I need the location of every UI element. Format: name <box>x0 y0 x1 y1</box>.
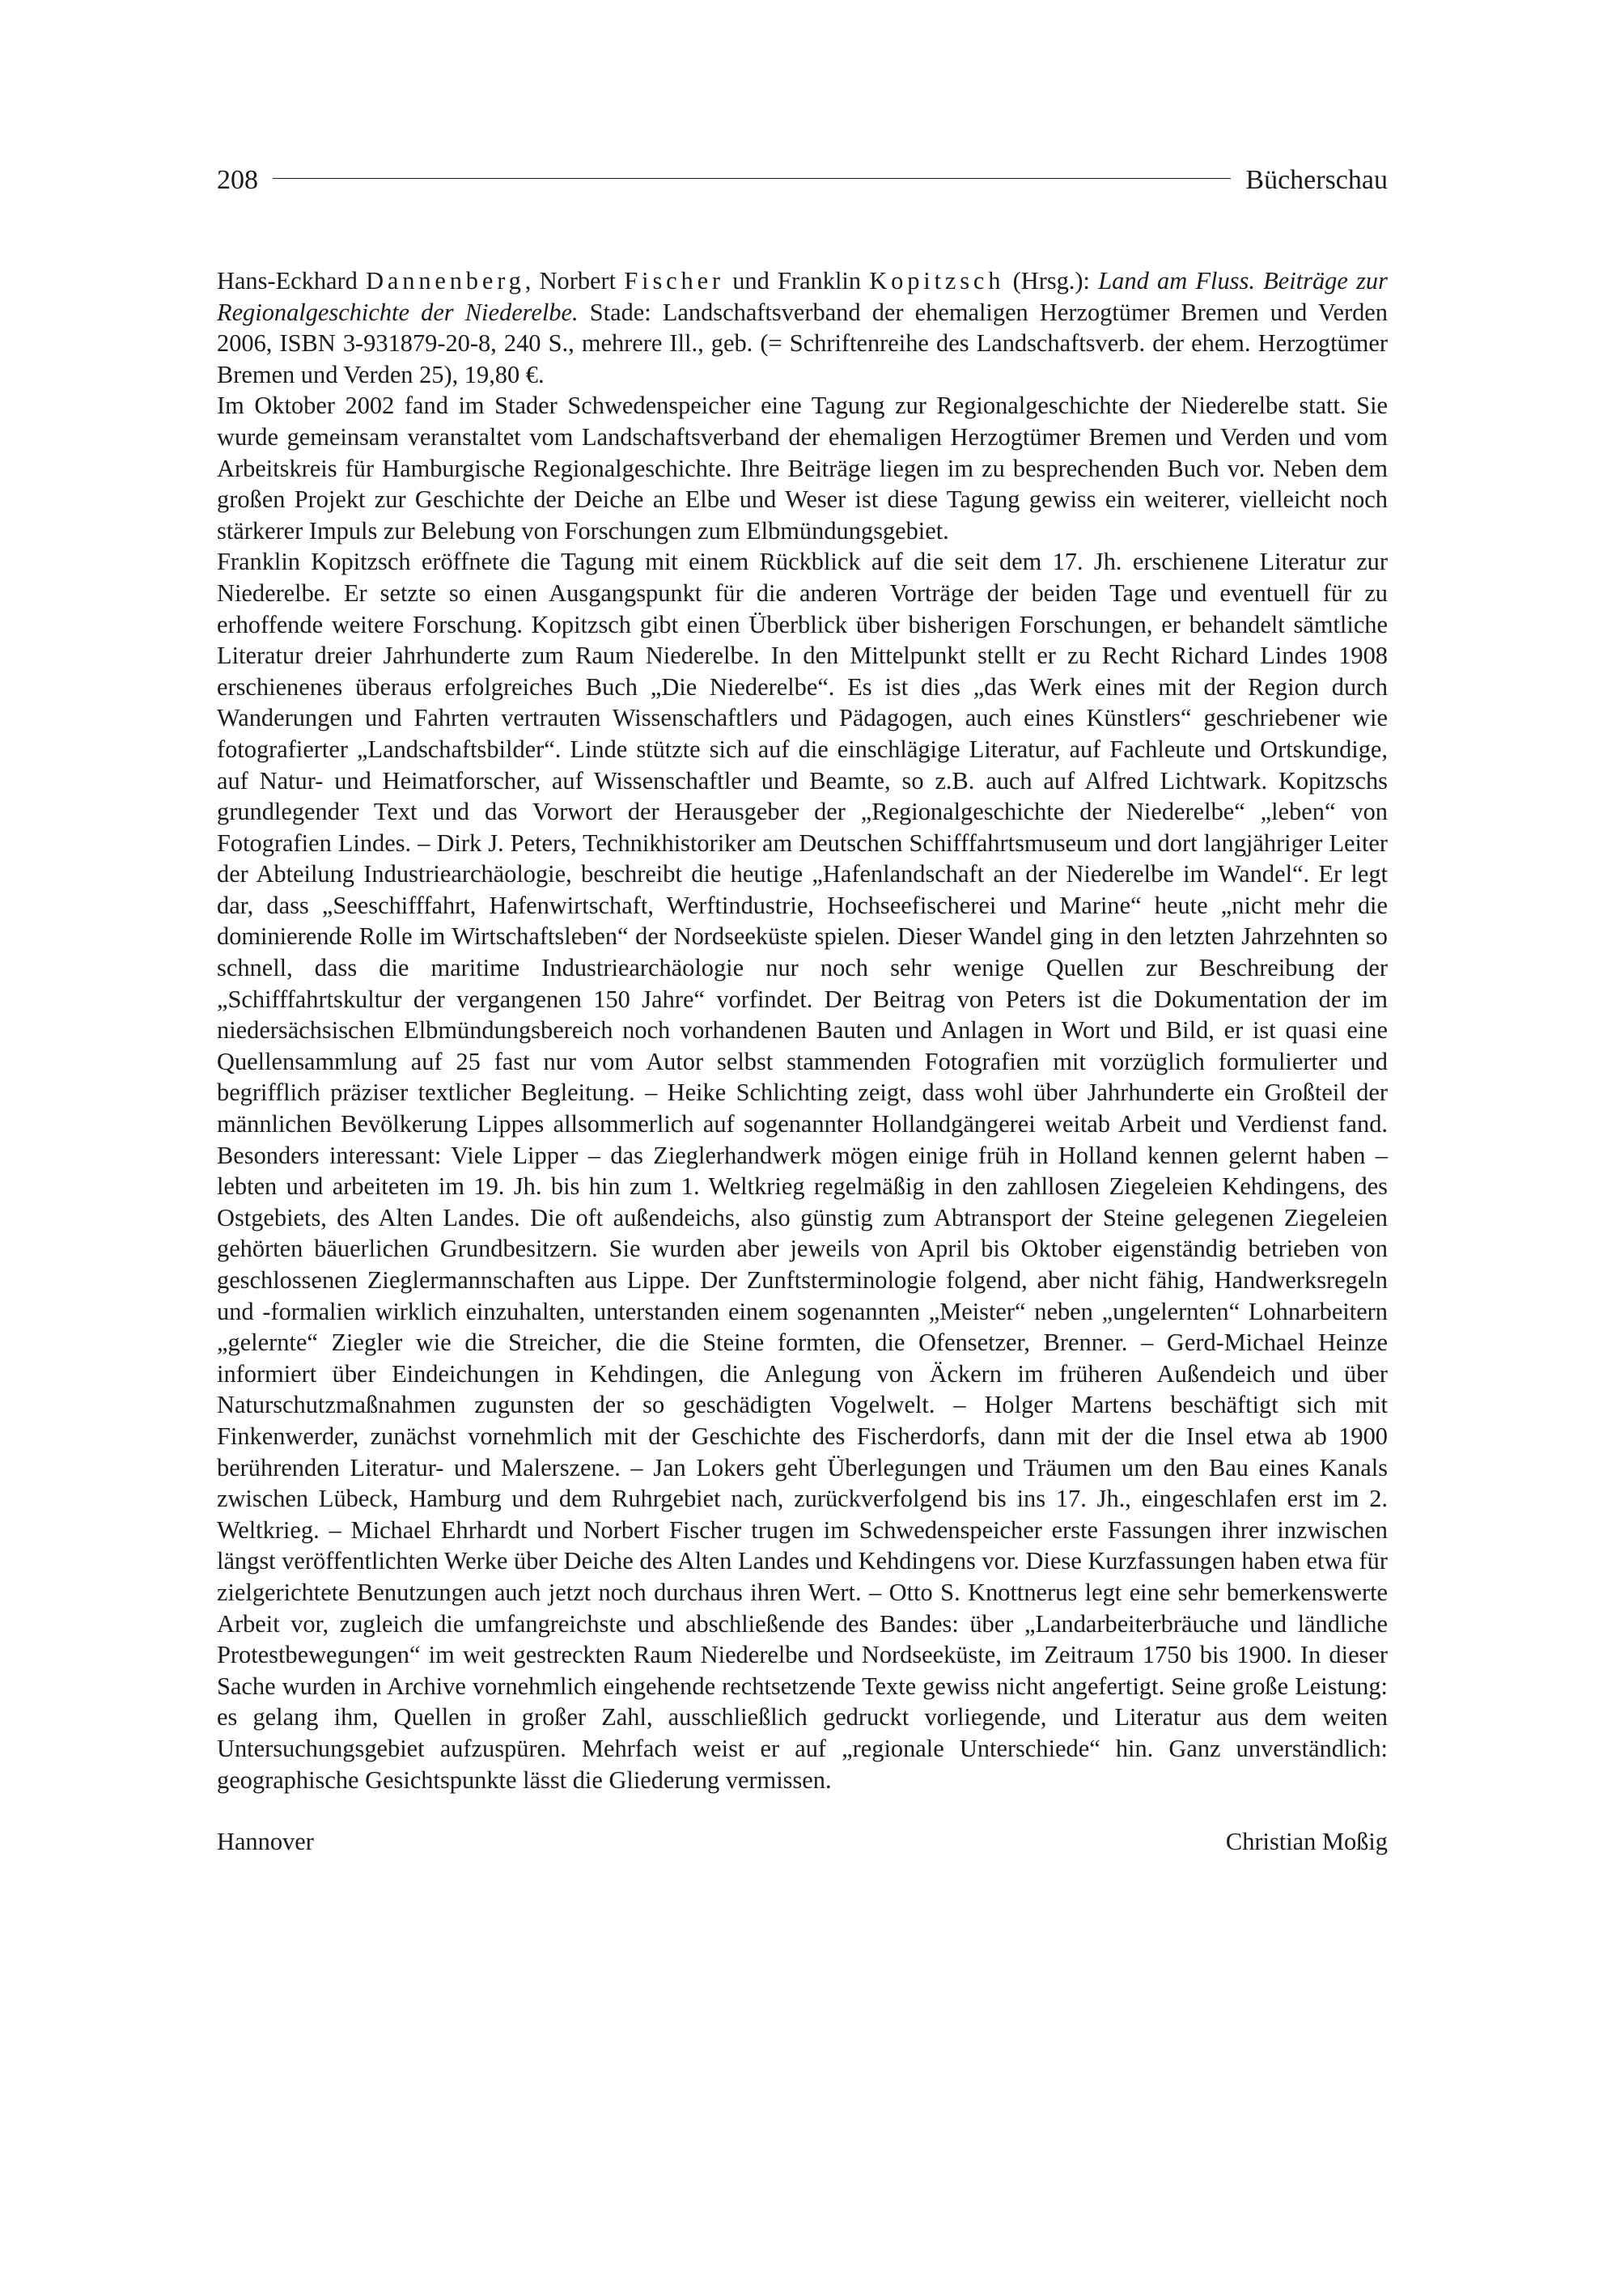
editor2-last: Fischer <box>624 267 724 295</box>
review-paragraph: Franklin Kopitzsch eröffnete die Tagung mit einem Rückblick auf die seit dem 17. Jh. erschienene Literatur zur Niederelbe. Er setzte so einen Ausgangspunkt für die anderen Vorträge der beiden Tage und eventuell für zu erhoffende weitere Forschung. Kopitzsch gibt einen Überblick über bisherigen Forschungen, er behandelt sämtliche Literatur dreier Jahrhunderte zum Raum Niederelbe. In den Mittelpunkt stellt er zu Recht Richard Lindes 1908 erschienenes überaus erfolgreiches Buch „Die Niederelbe“. Es ist dies „das Werk eines mit der Region durch Wanderungen und Fahrten vertrauten Wissenschaftlers und Pädagogen, auch eines Künstlers“ geschriebener wie fotografierter „Landschaftsbilder“. Linde stützte sich auf die einschlägige Literatur, auf Fachleute und Ortskundige, auf Natur- und Heimatforscher, auf Wissenschaftler und Beamte, so z.B. auch auf Alfred Lichtwark. Kopitzschs grundlegender Text und das Vorwort der Herausgeber der „Regionalgeschichte der Niederelbe“ „leben“ von Fotografien Lindes. – Dirk J. Peters, Technikhistoriker am Deutschen Schifffahrtsmuseum und dort langjähriger Leiter der Abteilung Industriearchäologie, beschreibt die heutige „Hafenlandschaft an der Niederelbe im Wandel“. Er legt dar, dass „Seeschifffahrt, Hafenwirtschaft, Werftindustrie, Hochseefischerei und Marine“ heute „nicht mehr die dominierende Rolle im Wirtschaftsleben“ der Nordseeküste spielen. Dieser Wandel ging in den letzten Jahrzehnten so schnell, dass die maritime Industriearchäologie nur noch sehr wenige Quellen zur Beschreibung der „Schifffahrtskultur der vergangenen 150 Jahre“ vorfindet. Der Beitrag von Peters ist die Dokumentation der im niedersächsischen Elbmündungsbereich noch vorhandenen Bauten und Anlagen in Wort und Bild, er ist quasi eine Quellensammlung auf 25 fast nur vom Autor selbst stammenden Fotografien mit vorzüglich formulierter und begrifflich präziser textlicher Begleitung. – Heike Schlichting zeigt, dass wohl über Jahrhunderte ein Großteil der männlichen Bevölkerung Lippes allsommerlich auf sogenannter Hollandgängerei weitab Arbeit und Verdienst fand. Besonders interessant: Viele Lipper – das Zieglerhandwerk mögen einige früh in Holland kennen gelernt haben – lebten und arbeiteten im 19. Jh. bis hin zum 1. Weltkrieg regelmäßig in den zahllosen Ziegeleien Kehdingens, des Ostgebiets, des Alten Landes. Die oft außendeichs, also günstig zum Abtransport der Steine gelegenen Ziegeleien gehörten bäuerlichen Grundbesitzern. Sie wurden aber jeweils von April bis Oktober eigenständig betrieben von geschlossenen Zieglermannschaften aus Lippe. Der Zunftsterminologie folgend, aber nicht fähig, Handwerksregeln und -formalien wirklich einzuhalten, unterstanden einem sogenannten „Meister“ neben „ungelernten“ Lohnarbeitern „gelernte“ Ziegler wie die Streicher, die die Steine formten, die Ofensetzer, Brenner. – Gerd-Michael Heinze informiert über Eindeichungen in Kehdingen, die Anlegung von Äckern im früheren Außendeich und über Naturschutzmaßnahmen zugunsten der so geschädigten Vogelwelt. – Holger Martens beschäftigt sich mit Finkenwerder, zunächst vornehmlich mit der Geschichte des Fischerdorfs, dann mit der die Insel etwa ab 1900 berührenden Literatur- und Malerszene. – Jan Lokers geht Überlegungen und Träumen um den Bau eines Kanals zwischen Lübeck, Hamburg und dem Ruhrgebiet nach, zurückverfolgend bis ins 17. Jh., eingeschlafen erst im 2. Weltkrieg. – Michael Ehrhardt und Norbert Fischer trugen im Schwedenspeicher erste Fassungen ihrer inzwischen längst veröffentlichten Werke über Deiche des Alten Landes und Kehdingens vor. Diese Kurzfassungen haben etwa für zielgerichtete Benutzungen auch jetzt noch durchaus ihren Wert. – Otto S. Knottnerus legt eine sehr bemerkenswerte Arbeit vor, zugleich die umfangreichste und abschließende des Bandes: über „Landarbeiterbräuche und ländliche Protestbewegungen“ im weit gestreckten Raum Niederelbe und Nordseeküste, im Zeitraum 1750 bis 1900. In dieser Sache wurden in Archive vornehmlich eingehende rechtsetzende Texte gewiss nicht angefertigt. Seine große Leistung: es gelang ihm, Quellen in großer Zahl, ausschließlich gedruckt vorliegende, und Literatur aus dem weiten Untersuchungsgebiet aufzuspüren. Mehrfach weist er auf „regionale Unterschiede“ hin. Ganz unverständlich: geographische Gesichtspunkte lässt die Gliederung vermissen. <box>217 548 1388 1794</box>
section-title: Bücherschau <box>1245 165 1388 195</box>
page <box>217 162 1388 1858</box>
reviewer-name: Christian Moßig <box>1225 1828 1388 1856</box>
editor1-first: Hans-Eckhard <box>217 267 358 295</box>
editor1-last: Dannenberg <box>366 267 525 295</box>
book-review <box>217 265 1388 1795</box>
header-rule <box>273 178 1231 179</box>
book-title: Land am Fluss. Beiträge zur Regionalgeschichte der Niederelbe. <box>217 267 1388 326</box>
signoff <box>217 1826 1388 1858</box>
running-head <box>217 162 1388 199</box>
citation-sep1: , Norbert <box>524 267 617 295</box>
citation-details: Stade: Landschaftsverband der ehemaligen Herzogtümer Bremen und Verden 2006, ISBN 3-931879-20-8, 240 S., mehrere Ill., geb. (= Schriftenreihe des Landschaftsverb. der ehem. Herzogtümer Bremen und Verden 25), 19,80 €. <box>217 298 1388 388</box>
citation-role: (Hrsg.): <box>1012 267 1090 295</box>
editor3-last: Kopitzsch <box>869 267 1005 295</box>
citation-sep2: und Franklin <box>732 267 862 295</box>
page-number: 208 <box>217 165 258 195</box>
signoff-place: Hannover <box>217 1828 314 1856</box>
citation <box>217 265 1388 390</box>
review-paragraph: Im Oktober 2002 fand im Stader Schwedenspeicher eine Tagung zur Regionalgeschichte der Niederelbe statt. Sie wurde gemeinsam veranstaltet vom Landschaftsverband der ehemaligen Herzogtümer Bremen und Verden und vom Arbeitskreis für Hamburgische Regionalgeschichte. Ihre Beiträge liegen im zu besprechenden Buch vor. Neben dem großen Projekt zur Geschichte der Deiche an Elbe und Weser ist diese Tagung gewiss ein weiterer, vielleicht noch stärkerer Impuls zur Belebung von Forschungen zum Elbmündungsgebiet. <box>217 392 1388 545</box>
